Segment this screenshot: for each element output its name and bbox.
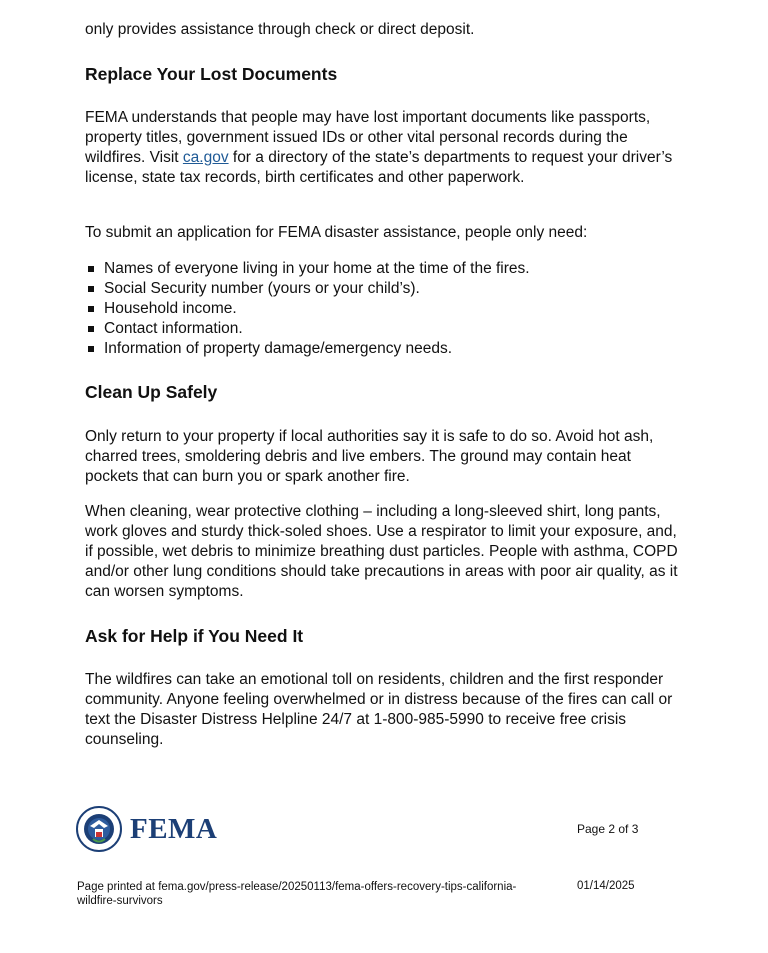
- printed-url: Page printed at fema.gov/press-release/20250113/fema-offers-recovery-tips-california-wildfire-survivors: [77, 881, 517, 907]
- list-item: Contact information.: [85, 319, 530, 339]
- page-number: Page 2 of 3: [577, 822, 639, 836]
- bullet-icon: [88, 286, 94, 292]
- list-item: Household income.: [85, 299, 530, 319]
- dhs-seal-icon: [76, 806, 122, 852]
- list-item: Information of property damage/emergency needs.: [85, 339, 530, 359]
- section-heading-documents: Replace Your Lost Documents: [85, 64, 338, 84]
- documents-text-before: FEMA understands that people may have lost important documents like passports, property titles, government issued IDs or other vital personal records during the wildfires. Visit: [85, 109, 651, 166]
- requirements-list: [85, 259, 530, 359]
- fema-logo: [76, 806, 217, 852]
- fema-wordmark: FEMA: [130, 812, 218, 845]
- documents-text-after: for a directory of the state’s departments to request your driver’s license, state tax records, birth certificates and other paperwork.: [85, 149, 673, 186]
- documents-paragraph-2: To submit an application for FEMA disaster assistance, people only need:: [85, 224, 588, 241]
- print-date: 01/14/2025: [577, 880, 635, 892]
- documents-paragraph-1: [85, 108, 675, 188]
- cleanup-paragraph-2: When cleaning, wear protective clothing – including a long-sleeved shirt, long pants, work gloves and sturdy thick-soled shoes. Use a respirator to limit your exposure, and, if possible, wet debris to minimize breathing dust particles. People with asthma, COPD and/or other lung conditions should take precautions in areas with poor air quality, as it can worsen symptoms.: [85, 503, 678, 600]
- ca-gov-link[interactable]: ca.gov: [182, 149, 229, 166]
- bullet-icon: [88, 266, 94, 272]
- list-item: Social Security number (yours or your child’s).: [85, 279, 530, 299]
- intro-tail-text: only provides assistance through check or direct deposit.: [85, 21, 475, 38]
- bullet-icon: [88, 346, 94, 352]
- cleanup-paragraph-1: Only return to your property if local authorities say it is safe to do so. Avoid hot ash, charred trees, smoldering debris and live embers. The ground may contain heat pockets that can burn you or spark another fire.: [85, 428, 654, 485]
- section-heading-help: Ask for Help if You Need It: [85, 626, 304, 646]
- bullet-icon: [88, 306, 94, 312]
- bullet-icon: [88, 326, 94, 332]
- list-item: Names of everyone living in your home at the time of the fires.: [85, 259, 530, 279]
- help-paragraph-1: The wildfires can take an emotional toll on residents, children and the first responder community. Anyone feeling overwhelmed or in distress because of the fires can call or text the Disaster Distress Helpline 24/7 at 1-800-985-5990 to receive free crisis counseling.: [85, 671, 673, 748]
- section-heading-cleanup: Clean Up Safely: [85, 382, 218, 402]
